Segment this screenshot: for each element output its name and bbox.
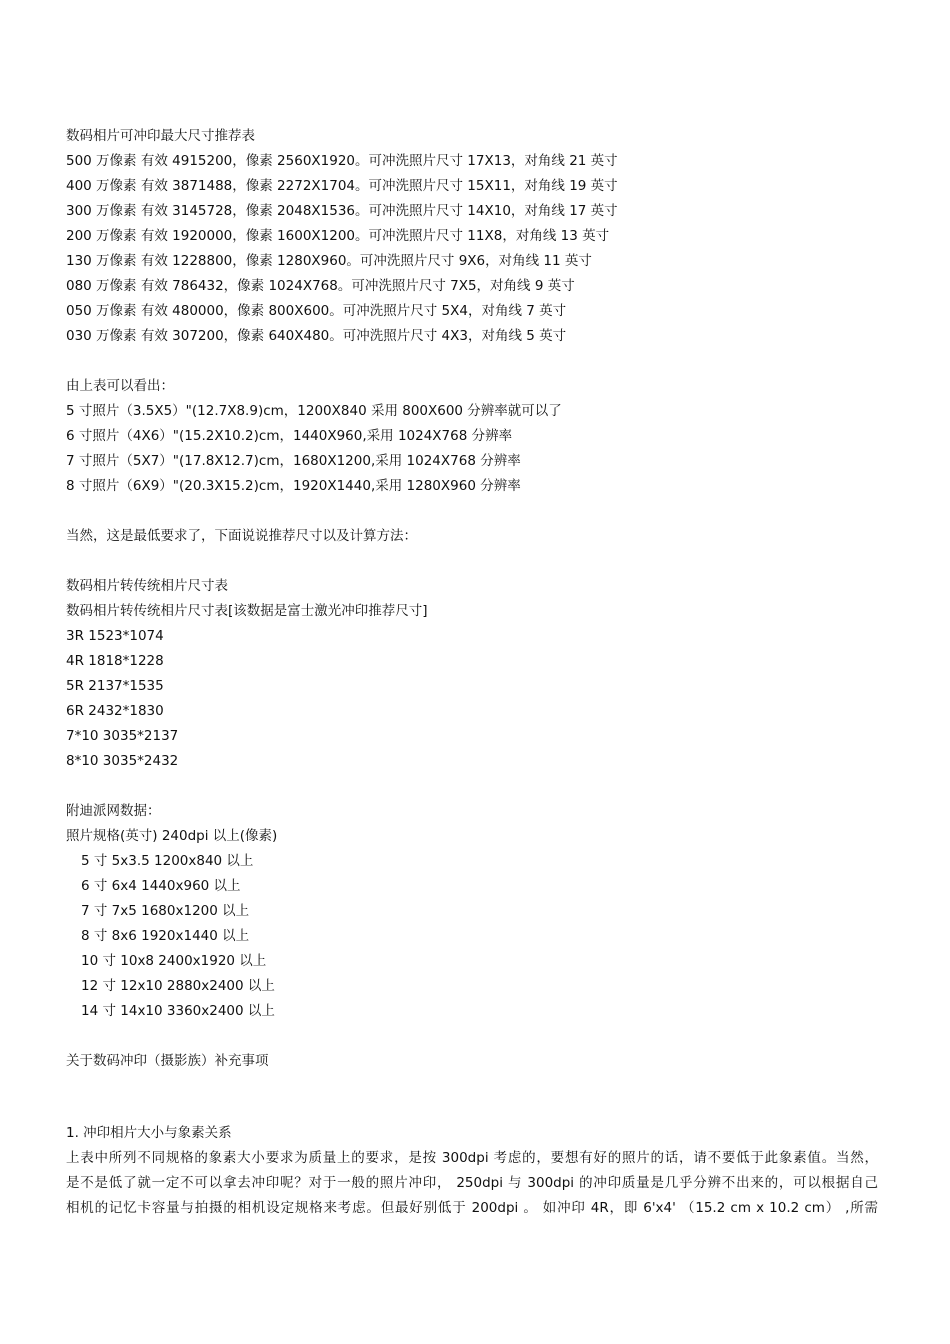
dipai-size-list [66,849,886,1024]
list-item: 080 万像素 有效 786432，像素 1024X768。可冲洗照片尺寸 7X5，对角线 9 英寸 [66,278,575,294]
list-item: 5 寸 5x3.5 1200x840 以上 [81,853,254,869]
paragraph-line: 相机的记忆卡容量与拍摄的相机设定规格来考虑。但最好别低于 200dpi 。 如冲印 4R，即 6'x4' （15.2 cm x 10.2 cm） ,所需 [66,1200,878,1216]
section-title-conclusion: 由上表可以看出： [66,378,174,394]
list-item: 8 寸 8x6 1920x1440 以上 [81,928,250,944]
section-title-max-print-size: 数码相片可冲印最大尺寸推荐表 [66,128,255,144]
list-item: 6 寸 6x4 1440x960 以上 [81,878,241,894]
list-item: 10 寸 10x8 2400x1920 以上 [81,953,267,969]
paragraph-line: 是不是低了就一定不可以拿去冲印呢？对于一般的照片冲印， 250dpi 与 300dpi 的冲印质量是几乎分辨不出来的，可以根据自己 [66,1175,878,1191]
list-item: 030 万像素 有效 307200，像素 640X480。可冲洗照片尺寸 4X3，对角线 5 英寸 [66,328,567,344]
list-item: 8 寸照片（6X9）"(20.3X15.2)cm，1920X1440,采用 1280X960 分辨率 [66,478,521,494]
list-item: 050 万像素 有效 480000，像素 800X600。可冲洗照片尺寸 5X4，对角线 7 英寸 [66,303,567,319]
dipai-table-header: 照片规格(英寸) 240dpi 以上(像素) [66,828,278,844]
section-title-dipai-data: 附迪派网数据： [66,803,161,819]
document-body [66,124,886,1074]
list-item: 6 寸照片（4X6）"(15.2X10.2)cm，1440X960,采用 1024X768 分辨率 [66,428,513,444]
max-print-size-list [66,149,886,349]
list-item: 200 万像素 有效 1920000，像素 1600X1200。可冲洗照片尺寸 11X8，对角线 13 英寸 [66,228,610,244]
supplement-title: 关于数码冲印（摄影族）补充事项 [66,1053,269,1069]
list-item: 7*10 3035*2137 [66,728,179,744]
list-item: 300 万像素 有效 3145728，像素 2048X1536。可冲洗照片尺寸 14X10，对角线 17 英寸 [66,203,618,219]
point-1-heading: 1. 冲印相片大小与象素关系 [66,1125,232,1141]
list-item: 8*10 3035*2432 [66,753,179,769]
list-item: 5 寸照片（3.5X5）"(12.7X8.9)cm，1200X840 采用 800X600 分辨率就可以了 [66,403,562,419]
section-title-conversion: 数码相片转传统相片尺寸表 [66,578,228,594]
section-subtitle-conversion: 数码相片转传统相片尺寸表[该数据是富士激光冲印推荐尺寸] [66,603,428,619]
list-item: 7 寸照片（5X7）"(17.8X12.7)cm，1680X1200,采用 1024X768 分辨率 [66,453,521,469]
conversion-size-list [66,624,886,774]
note-text: 当然，这是最低要求了，下面说说推荐尺寸以及计算方法： [66,528,417,544]
list-item: 130 万像素 有效 1228800，像素 1280X960。可冲洗照片尺寸 9X6，对角线 11 英寸 [66,253,592,269]
list-item: 400 万像素 有效 3871488，像素 2272X1704。可冲洗照片尺寸 15X11，对角线 19 英寸 [66,178,618,194]
paragraph-line: 上表中所列不同规格的象素大小要求为质量上的要求，是按 300dpi 考虑的，要想有好的照片的话，请不要低于此象素值。当然， [66,1150,878,1166]
list-item: 4R 1818*1228 [66,653,164,669]
list-item: 6R 2432*1830 [66,703,164,719]
list-item: 12 寸 12x10 2880x2400 以上 [81,978,275,994]
point-1-section [66,1121,878,1221]
list-item: 3R 1523*1074 [66,628,164,644]
list-item: 5R 2137*1535 [66,678,164,694]
list-item: 7 寸 7x5 1680x1200 以上 [81,903,250,919]
photo-size-list [66,399,886,499]
list-item: 500 万像素 有效 4915200，像素 2560X1920。可冲洗照片尺寸 17X13，对角线 21 英寸 [66,153,618,169]
list-item: 14 寸 14x10 3360x2400 以上 [81,1003,275,1019]
